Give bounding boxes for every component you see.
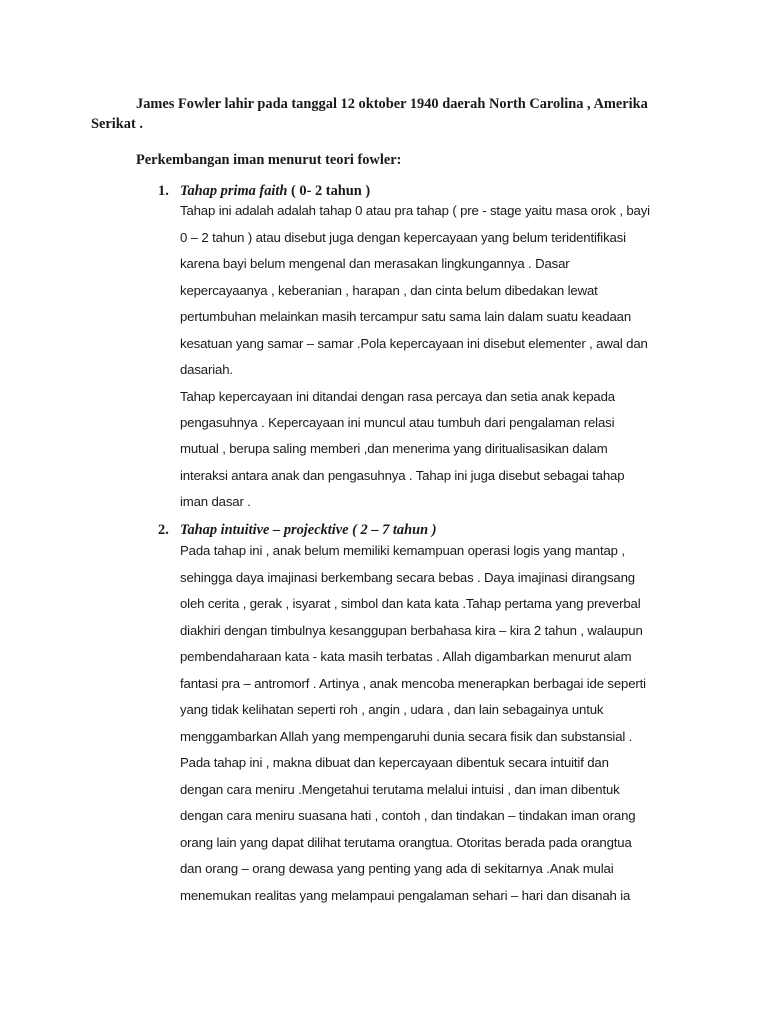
body-line: 0 – 2 tahun ) atau disebut juga dengan kepercayaan yang belum teridentifikasi <box>180 229 626 245</box>
body-line: kesatuan yang samar – samar .Pola kepercayaan ini disebut elementer , awal dan <box>180 335 648 351</box>
item-2-number: 2. <box>158 522 169 538</box>
body-line: mutual , berupa saling memberi ,dan menerima yang diritualisasikan dalam <box>180 441 608 456</box>
body-line: yang tidak kelihatan seperti roh , angin , udara , dan lain sebagainya untuk <box>180 702 604 717</box>
body-line: kepercayaanya , keberanian , harapan , dan cinta belum dibedakan lewat <box>180 282 598 298</box>
body-line: Pada tahap ini , anak belum memiliki kemampuan operasi logis yang mantap , <box>180 543 625 558</box>
item-1-title-italic: Tahap prima faith <box>180 183 288 199</box>
body-line: pembendaharaan kata - kata masih terbatas . Allah digambarkan menurut alam <box>180 649 632 664</box>
body-line: interaksi antara anak dan pengasuhnya . Tahap ini juga disebut sebagai tahap <box>180 467 625 483</box>
body-line: pertumbuhan melainkan masih tercampur satu sama lain dalam suatu keadaan <box>180 309 632 324</box>
item-2-title <box>158 520 437 540</box>
body-line: orang lain yang dapat dilihat terutama orangtua. Otoritas berada pada orangtua <box>180 834 632 850</box>
body-line: menggambarkan Allah yang mempengaruhi dunia secara fisik dan substansial . <box>180 728 633 744</box>
body-line: Tahap ini adalah adalah tahap 0 atau pra tahap ( pre - stage yaitu masa orok , bayi <box>180 203 650 218</box>
intro-paragraph: James Fowler lahir pada tanggal 12 oktober 1940 daerah North Carolina , Amerika Serikat . <box>91 96 648 132</box>
body-line: fantasi pra – antromorf . Artinya , anak mencoba menerapkan berbagai ide seperti <box>180 675 646 691</box>
body-line: oleh cerita , gerak , isyarat , simbol dan kata kata .Tahap pertama yang preverbal <box>180 596 641 611</box>
body-line: dengan cara meniru suasana hati , contoh , dan tindakan – tindakan iman orang <box>180 808 636 823</box>
item-2-body <box>180 541 700 912</box>
body-line: menemukan realitas yang melampaui pengalaman sehari – hari dan disanah ia <box>180 887 631 903</box>
body-line: karena bayi belum mengenal dan merasakan lingkungannya . Dasar <box>180 256 570 271</box>
body-line: diakhiri dengan timbulnya kesanggupan berbahasa kira – kira 2 tahun , walaupun <box>180 622 643 638</box>
body-line: dengan cara meniru .Mengetahui terutama melalui intuisi , dan iman dibentuk <box>180 781 620 797</box>
body-line: sehingga daya imajinasi berkembang secara bebas . Daya imajinasi dirangsang <box>180 569 635 585</box>
item-1-title-range: ( 0- 2 tahun ) <box>287 183 371 199</box>
item-1-title <box>158 181 370 201</box>
body-line: iman dasar . <box>180 494 251 509</box>
item-1-number: 1. <box>158 183 169 199</box>
body-line: Tahap kepercayaan ini ditandai dengan rasa percaya dan setia anak kepada <box>180 388 615 404</box>
body-line: dasariah. <box>180 362 233 377</box>
item-2-title-italic: Tahap intuitive – projecktive ( 2 – 7 tahun ) <box>180 522 437 538</box>
item-1-body <box>180 201 700 519</box>
body-line: pengasuhnya . Kepercayaan ini muncul atau tumbuh dari pengalaman relasi <box>180 414 615 430</box>
section-heading: Perkembangan iman menurut teori fowler: <box>136 152 402 168</box>
body-line: Pada tahap ini , makna dibuat dan kepercayaan dibentuk secara intuitif dan <box>180 755 609 770</box>
body-line: dan orang – orang dewasa yang penting yang ada di sekitarnya .Anak mulai <box>180 861 614 876</box>
